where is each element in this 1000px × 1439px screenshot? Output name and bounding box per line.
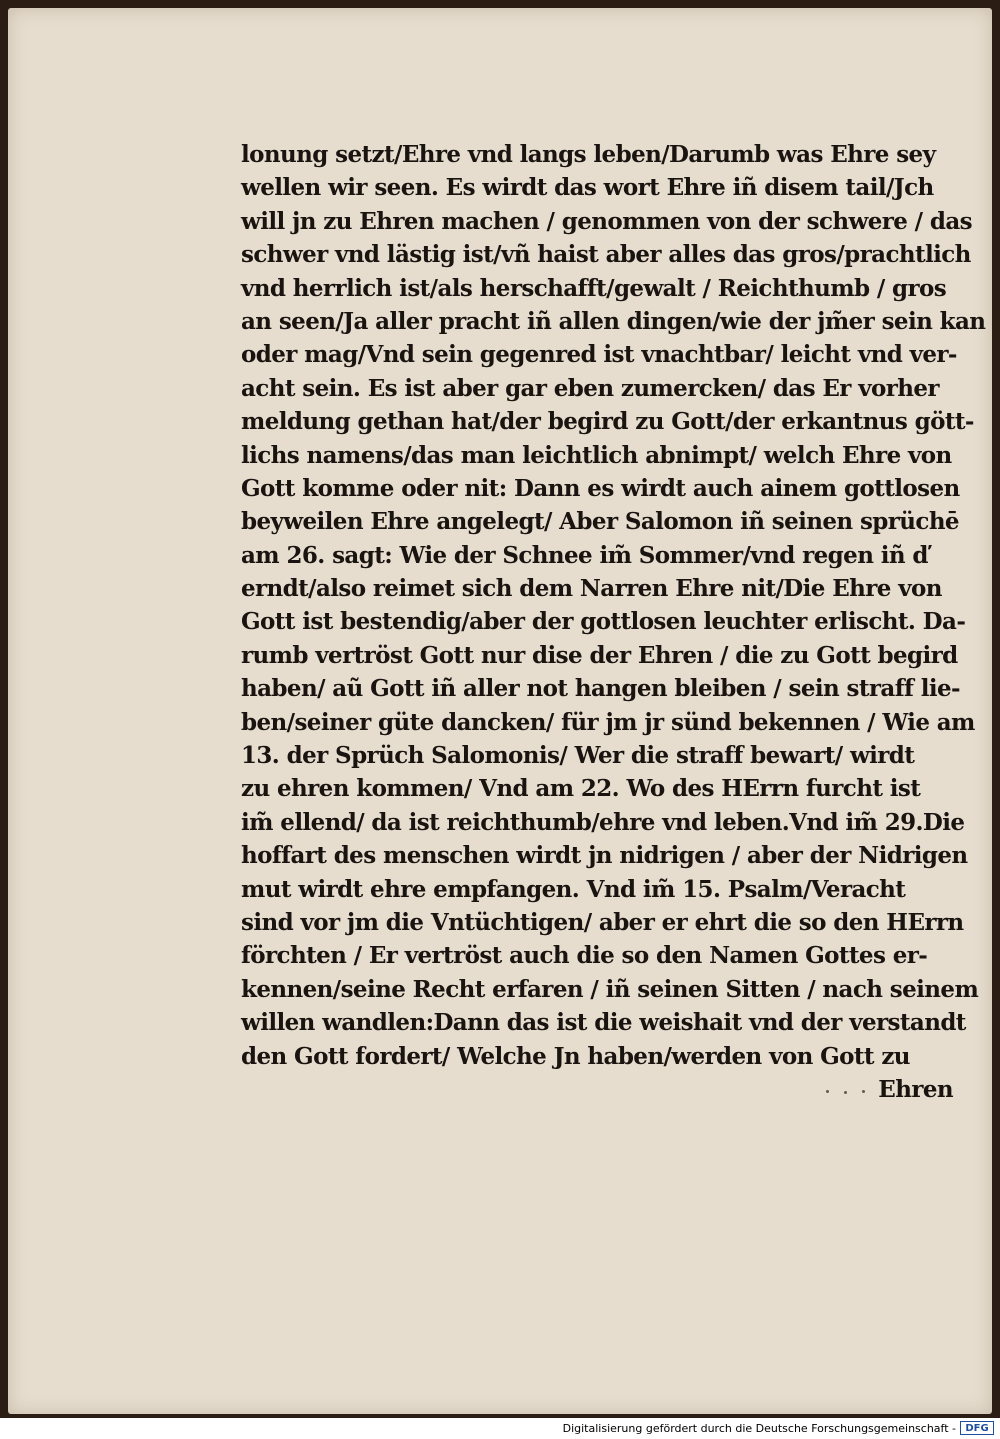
text-line: erndt/also reimet sich dem Narren Ehre nit/Die Ehre von xyxy=(241,575,942,603)
text-line: sind vor jm die Vntüchtigen/ aber er ehrt die so den HErrn xyxy=(241,908,964,936)
text-line: rumb vertröst Gott nur dise der Ehren / die zu Gott begird xyxy=(241,641,958,669)
catchword: Ehren xyxy=(878,1075,953,1103)
text-line: meldung gethan hat/der begird zu Gott/der erkantnus gött- xyxy=(241,408,974,436)
text-line: ben/seiner güte dancken/ für jm jr sünd bekennen / Wie am xyxy=(241,708,975,736)
text-line: Gott komme oder nit: Dann es wirdt auch ainem gottlosen xyxy=(241,474,960,502)
text-line: vnd herrlich ist/als herschafft/gewalt / Reichthumb / gros xyxy=(241,274,947,302)
text-line: mut wirdt ehre empfangen. Vnd im̃ 15. Psalm/Veracht xyxy=(241,875,906,903)
text-line: im̃ ellend/ da ist reichthumb/ehre vnd leben.Vnd im̃ 29.Die xyxy=(241,808,965,836)
text-line: an seen/Ja aller pracht iñ allen dingen/wie der jm̃er sein kan xyxy=(241,307,986,335)
text-line: förchten / Er vertröst auch die so den Namen Gottes er- xyxy=(241,942,928,970)
text-line: 13. der Sprüch Salomonis/ Wer die straff bewart/ wirdt xyxy=(241,742,915,770)
text-line: will jn zu Ehren machen / genommen von der schwere / das xyxy=(241,207,973,235)
text-line: willen wandlen:Dann das ist die weishait vnd der verstandt xyxy=(241,1009,966,1037)
text-line: acht sein. Es ist aber gar eben zumercken/ das Er vorher xyxy=(241,374,939,402)
text-line: kennen/seine Recht erfaren / iñ seinen Sitten / nach seinem xyxy=(241,975,979,1003)
footer-bar xyxy=(0,1418,1000,1439)
text-line: zu ehren kommen/ Vnd am 22. Wo des HErrn furcht ist xyxy=(241,775,921,803)
ink-specks xyxy=(826,1088,886,1098)
text-line: den Gott fordert/ Welche Jn haben/werden von Gott zu xyxy=(241,1042,910,1070)
text-line: haben/ aũ Gott iñ aller not hangen bleiben / sein straff lie- xyxy=(241,675,960,703)
text-line: lichs namens/das man leichtlich abnimpt/ welch Ehre von xyxy=(241,441,952,469)
text-line: schwer vnd lästig ist/vñ haist aber alles das gros/prachtlich xyxy=(241,241,971,269)
text-line: am 26. sagt: Wie der Schnee im̃ Sommer/vnd regen iñ ď xyxy=(241,541,928,569)
text-line: Gott ist bestendig/aber der gottlosen leuchter erlischt. Da- xyxy=(241,608,966,636)
text-line: hoffart des menschen wirdt jn nidrigen / aber der Nidrigen xyxy=(241,842,968,870)
dfg-logo: DFG xyxy=(960,1421,994,1435)
footer-credit: Digitalisierung gefördert durch die Deutsche Forschungsgemeinschaft - xyxy=(562,1422,956,1435)
text-line: beyweilen Ehre angelegt/ Aber Salomon iñ seinen sprüchē xyxy=(241,508,959,536)
text-line: lonung setzt/Ehre vnd langs leben/Darumb was Ehre sey xyxy=(241,141,936,168)
text-line: wellen wir seen. Es wirdt das wort Ehre iñ disem tail/Jch xyxy=(241,174,934,202)
book-page xyxy=(8,8,992,1414)
text-block xyxy=(241,138,986,1106)
text-line: oder mag/Vnd sein gegenred ist vnachtbar/ leicht vnd ver- xyxy=(241,341,957,369)
